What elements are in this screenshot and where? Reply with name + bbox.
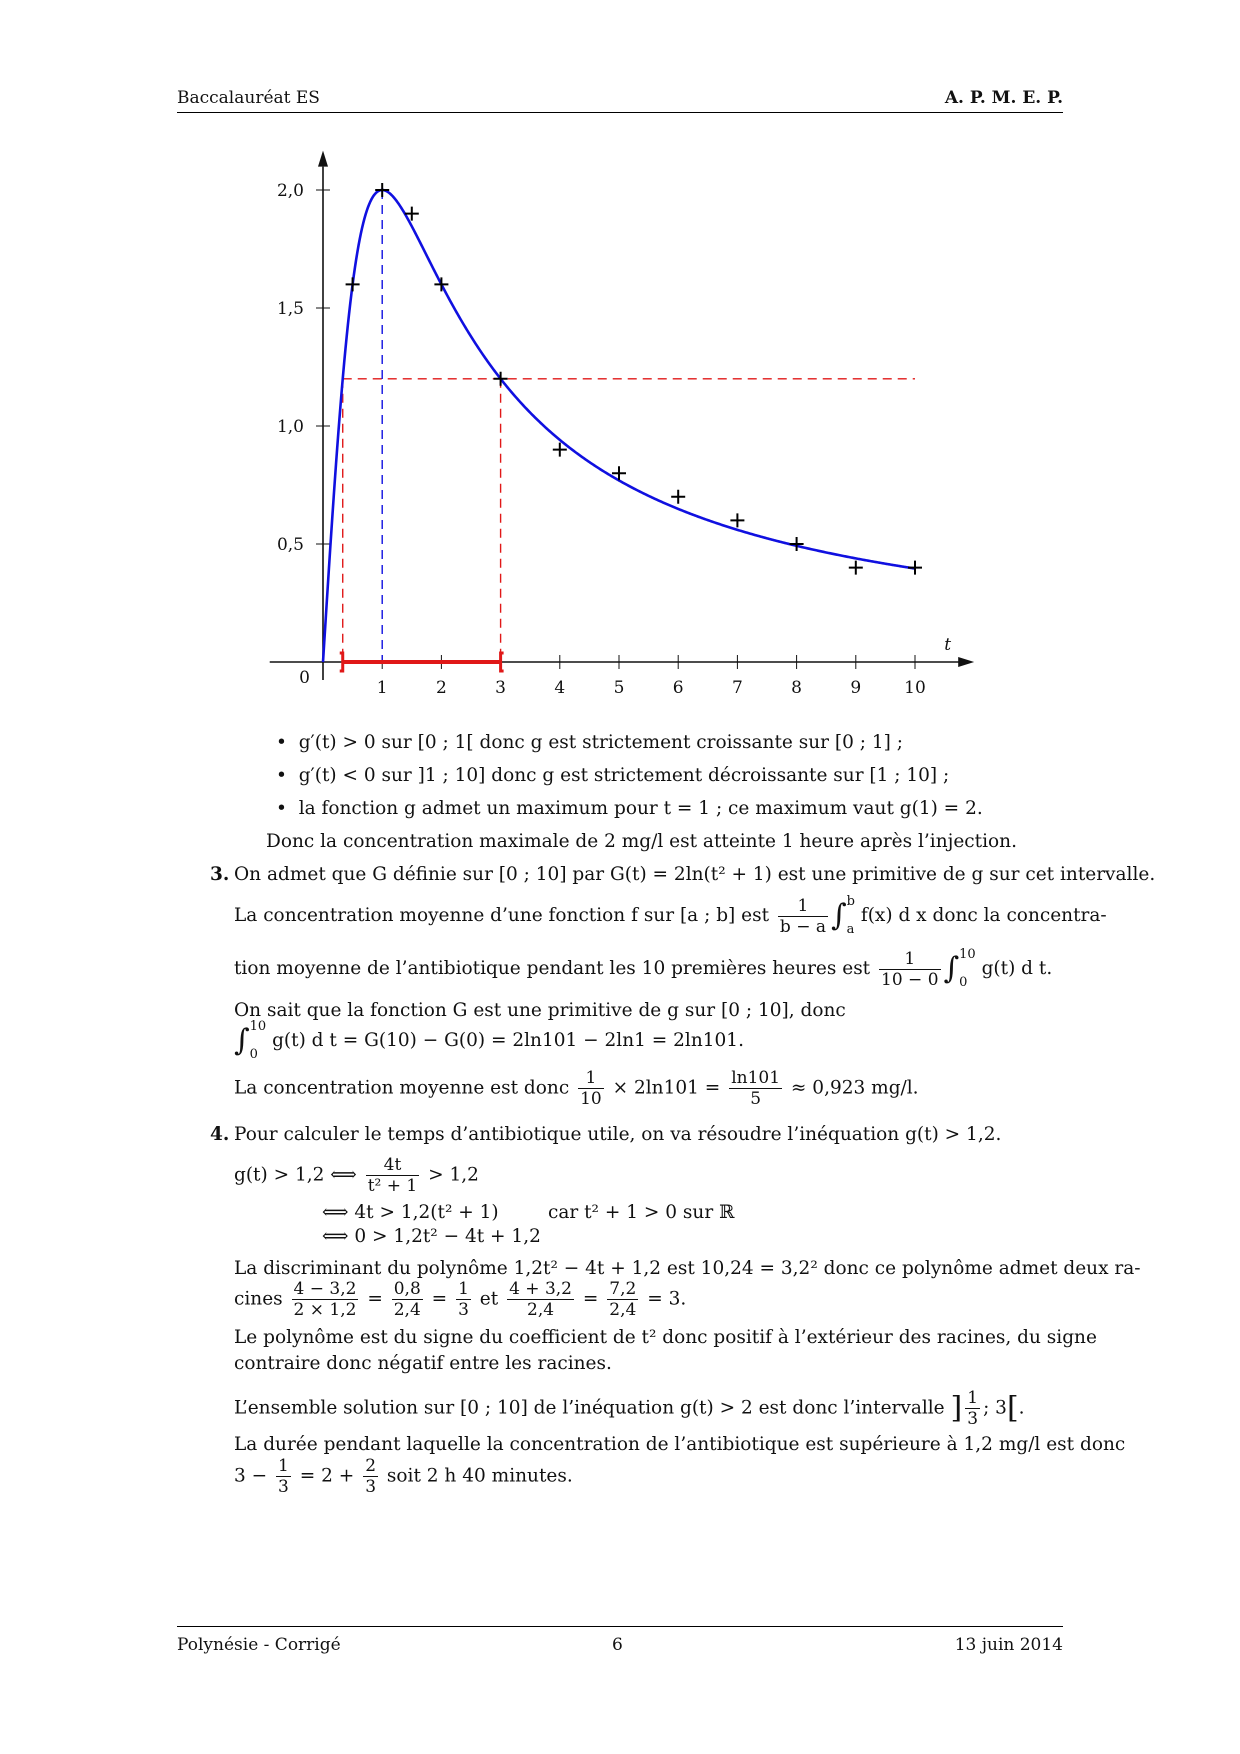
q3-line-2: La concentration moyenne d’une fonction f sur [a ; b] est $\frac{1}{b - a}$ ∫b a f(x) d x donc la concentra- bbox=[234, 894, 1107, 937]
x-tick-label: 6 bbox=[672, 678, 684, 698]
fraction: $\frac{0,8}{2,4}$ bbox=[393, 1279, 421, 1320]
q3-line-4: On sait que la fonction G est une primitive de g sur [0 ; 10], donc bbox=[234, 1000, 846, 1021]
x-tick-label: 2 bbox=[435, 678, 447, 698]
data-point bbox=[346, 277, 360, 291]
x-tick-label: 8 bbox=[791, 678, 803, 698]
fraction: $\frac{1}{3}$ bbox=[458, 1279, 469, 1320]
q4-equiv-2: ⟺ 4t > 1,2(t² + 1) bbox=[322, 1202, 499, 1223]
data-point bbox=[671, 490, 685, 504]
y-tick-label: 2,0 bbox=[276, 181, 304, 201]
x-tick-label: 7 bbox=[731, 678, 743, 698]
footer-right: 13 juin 2014 bbox=[954, 1635, 1063, 1655]
curve-g bbox=[323, 190, 915, 662]
x-tick-label: 10 bbox=[904, 678, 926, 698]
fraction: $\frac{1}{b - a}$ bbox=[779, 895, 826, 937]
q4-discriminant: La discriminant du polynôme 1,2t² − 4t + 1,2 est 10,24 = 3,2² donc ce polynôme admet deux ra- bbox=[234, 1258, 1141, 1279]
q4-duration-1: La durée pendant laquelle la concentration de l’antibiotique est supérieure à 1,2 mg/l est donc bbox=[234, 1434, 1126, 1455]
data-point bbox=[908, 561, 922, 575]
q4-duration-2: 3 − $\frac{1}{3}$ = 2 + $\frac{2}{3}$ soit 2 h 40 minutes. bbox=[234, 1456, 573, 1497]
bullet-3: • la fonction g admet un maximum pour t = 1 ; ce maximum vaut g(1) = 2. bbox=[276, 798, 983, 819]
fraction: $\frac{1}{10 - 0}$ bbox=[881, 948, 939, 990]
bullet-1: • g′(t) > 0 sur [0 ; 1[ donc g est strictement croissante sur [0 ; 1] ; bbox=[276, 732, 903, 753]
fraction: $\frac{2}{3}$ bbox=[365, 1456, 377, 1497]
fraction: $\frac{4 - 3,2}{2 \times 1,2}$ bbox=[293, 1279, 357, 1320]
x-tick-label: 1 bbox=[376, 678, 388, 698]
q4-roots: cines $\frac{4 - 3,2}{2 \times 1,2}$ = $\frac{0,8}{2,4}$ = $\frac{1}{3}$ et $\frac{4 + 3,2}{2,4}$ = $\frac{7,2}{2,4}$ = 3. bbox=[234, 1279, 687, 1320]
header-left: Baccalauréat ES bbox=[177, 88, 320, 108]
y-axis-arrow bbox=[318, 151, 328, 167]
q4-solution: L’ensemble solution sur [0 ; 10] de l’inéquation g(t) > 2 est donc l’intervalle ] $\frac{1}{3}$ ; 3[. bbox=[234, 1388, 1025, 1429]
data-point bbox=[434, 277, 448, 291]
footer-page-number: 6 bbox=[612, 1635, 623, 1655]
conclusion-max: Donc la concentration maximale de 2 mg/l est atteinte 1 heure après l’injection. bbox=[266, 831, 1017, 852]
question-4-number: 4. bbox=[210, 1124, 230, 1145]
fraction: $\frac{1}{3}$ bbox=[967, 1388, 979, 1429]
fraction: $\frac{4t}{\text{t² + 1}}$ bbox=[367, 1155, 418, 1196]
question-3-number: 3. bbox=[210, 864, 230, 885]
origin-label: 0 bbox=[299, 668, 310, 688]
fraction: $\frac{4 + 3,2}{2,4}$ bbox=[509, 1279, 572, 1320]
fraction: $\frac{\ln 101}{5}$ bbox=[731, 1068, 781, 1109]
q3-line-6: La concentration moyenne est donc $\frac{1}{10}$ × 2ln101 = $\frac{\ln 101}{5}$ ≈ 0,923 mg/l. bbox=[234, 1068, 919, 1109]
y-tick-label: 0,5 bbox=[276, 535, 304, 555]
q3-line-3: tion moyenne de l’antibiotique pendant les 10 premières heures est $\frac{1}{10 - 0}$ ∫10 0 g(t) d t. bbox=[234, 947, 1053, 990]
bullet-2: • g′(t) < 0 sur ]1 ; 10] donc g est strictement décroissante sur [1 ; 10] ; bbox=[276, 765, 950, 786]
footer-left: Polynésie - Corrigé bbox=[177, 1635, 341, 1655]
x-tick-label: 4 bbox=[554, 678, 566, 698]
q4-line-1: Pour calculer le temps d’antibiotique utile, on va résoudre l’inéquation g(t) > 1,2. bbox=[234, 1124, 1002, 1145]
data-point bbox=[849, 561, 863, 575]
q3-line-1: On admet que G définie sur [0 ; 10] par G(t) = 2ln(t² + 1) est une primitive de g sur cet intervalle. bbox=[234, 864, 1156, 885]
header-right: A. P. M. E. P. bbox=[944, 88, 1063, 108]
data-point bbox=[790, 537, 804, 551]
data-point bbox=[375, 183, 389, 197]
x-tick-label: 9 bbox=[850, 678, 862, 698]
page-footer bbox=[177, 1626, 1063, 1657]
x-axis-arrow bbox=[958, 657, 974, 667]
q4-equiv-2-note: car t² + 1 > 0 sur ℝ bbox=[548, 1202, 735, 1223]
x-axis-label: t bbox=[944, 635, 952, 655]
data-point bbox=[730, 513, 744, 527]
y-tick-label: 1,0 bbox=[276, 417, 304, 437]
q4-sign-1: Le polynôme est du signe du coefficient de t² donc positif à l’extérieur des racines, du signe bbox=[234, 1327, 1097, 1348]
fraction: $\frac{1}{10}$ bbox=[580, 1068, 602, 1109]
q3-line-5: ∫10 0 g(t) d t = G(10) − G(0) = 2ln101 − 2ln1 = 2ln101. bbox=[234, 1019, 744, 1062]
fraction: $\frac{1}{3}$ bbox=[278, 1456, 289, 1497]
x-tick-label: 3 bbox=[495, 678, 507, 698]
q4-equiv-1: g(t) > 1,2 ⟺ $\frac{4t}{\text{t² + 1}}$ > 1,2 bbox=[234, 1155, 479, 1196]
x-tick-label: 5 bbox=[613, 678, 625, 698]
q4-sign-2: contraire donc négatif entre les racines. bbox=[234, 1353, 612, 1374]
concentration-chart bbox=[0, 0, 1240, 720]
fraction: $\frac{7,2}{2,4}$ bbox=[609, 1279, 637, 1320]
q4-equiv-3: ⟺ 0 > 1,2t² − 4t + 1,2 bbox=[322, 1226, 541, 1247]
y-tick-label: 1,5 bbox=[276, 299, 304, 319]
